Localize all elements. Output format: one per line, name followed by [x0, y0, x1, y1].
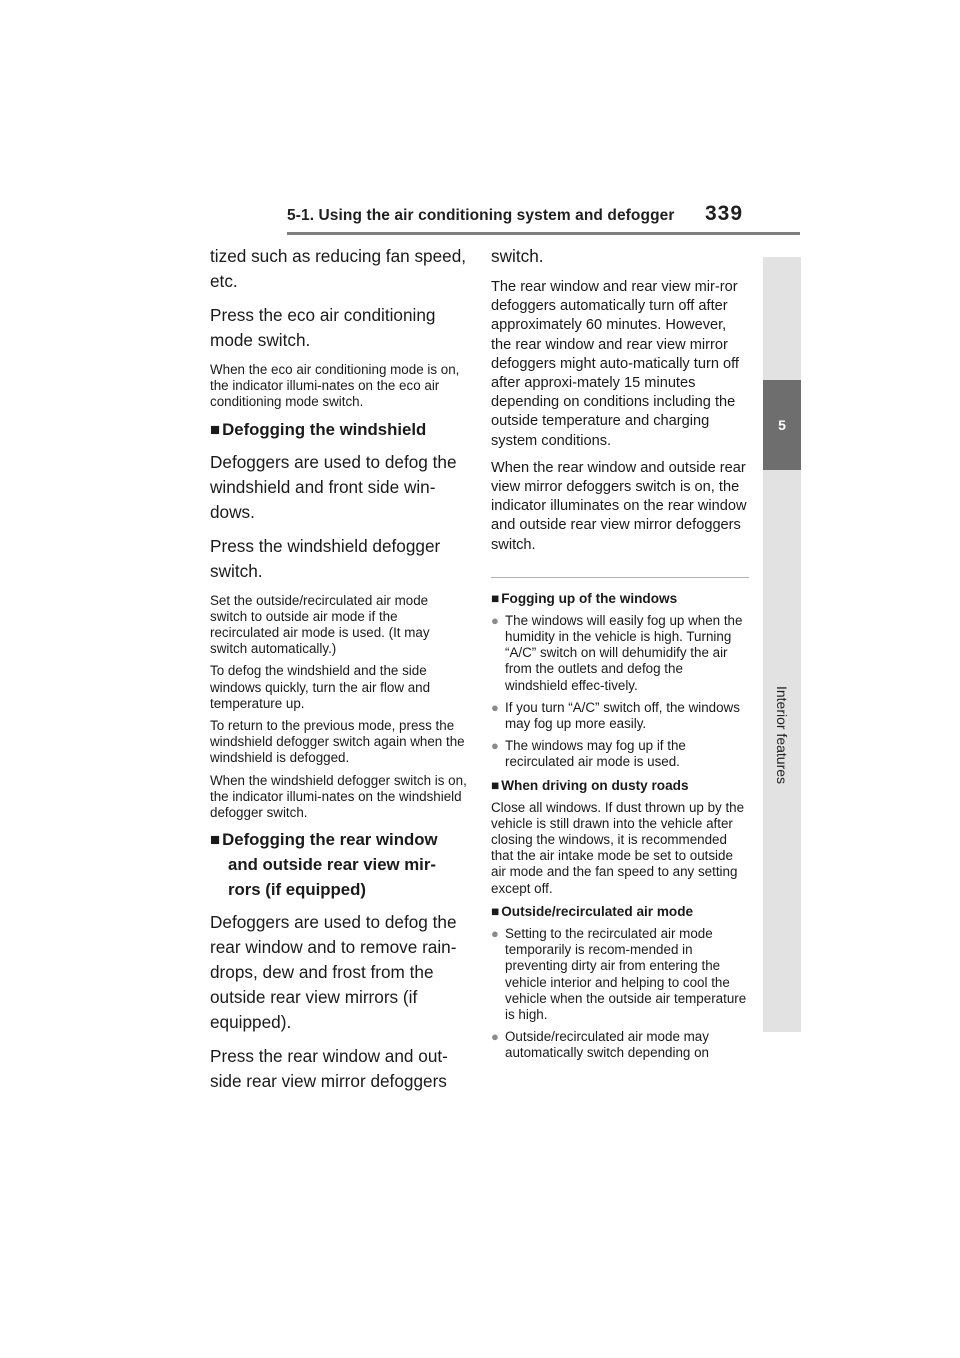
square-bullet-icon: ■	[491, 777, 500, 793]
bullet-dot-icon: ●	[491, 925, 499, 941]
note-text: Set the outside/recirculated air mode switch to outside air mode if the recirculated air mode is used. (It may switch automatically.)	[210, 592, 430, 657]
body-text: switch.	[491, 246, 544, 266]
square-bullet-icon: ■	[210, 830, 221, 850]
note-heading: ■ Fogging up of the windows	[491, 590, 678, 606]
square-bullet-icon: ■	[491, 590, 500, 606]
body-text: Press the rear window and out-side rear view mirror defoggers	[210, 1046, 448, 1092]
square-bullet-icon: ■	[210, 419, 221, 439]
body-text: Press the eco air conditioning mode switch.	[210, 305, 436, 350]
square-bullet-icon: ■	[491, 903, 500, 919]
body-text: Defoggers are used to defog the windshield and front side win-dows.	[210, 451, 457, 522]
chapter-side-tab	[763, 257, 801, 1032]
note-text: When the rear window and outside rear view mirror defoggers switch is on, the indicator illuminates on the rear window and outside rear view mirror defoggers switch.	[491, 459, 747, 553]
list-item: ● Outside/recirculated air mode may automatically switch depending on	[491, 1029, 709, 1061]
header-rule	[287, 232, 800, 235]
note-text: Close all windows. If dust thrown up by the vehicle is still drawn into the vehicle after closing the windows, it is recommended that the air intake mode be set to outside air mode and the fan speed to any setting except off.	[491, 799, 745, 896]
section-title: 5-1. Using the air conditioning system and defogger	[287, 207, 675, 224]
body-text: Defoggers are used to defog the rear window and to remove rain-drops, dew and frost from the outside rear view mirrors (if equipped).	[210, 912, 457, 1033]
list-item: ● If you turn “A/C” switch off, the windows may fog up more easily.	[491, 699, 740, 732]
page-number: 339	[705, 202, 744, 225]
body-text: Press the windshield defogger switch.	[210, 535, 441, 581]
chapter-number-box: 5	[763, 380, 801, 470]
section-heading: ■ Defogging the rear window and outside rear view mir-rors (if equipped)	[210, 830, 438, 900]
bullet-dot-icon: ●	[491, 699, 499, 715]
note-text: The rear window and rear view mir-ror defoggers automatically turn off after approximately 60 minutes. However, the rear window and rear view mirror defoggers might auto-matically turn off after approxi-mately 15 minutes depending on conditions including the outside temperature and charging system conditions.	[491, 279, 739, 449]
note-heading: ■ When driving on dusty roads	[491, 777, 689, 793]
note-text: When the eco air conditioning mode is on, the indicator illumi-nates on the eco air conditioning mode switch.	[210, 362, 460, 410]
bullet-dot-icon: ●	[491, 738, 499, 754]
bullet-dot-icon: ●	[491, 1029, 499, 1045]
note-text: To return to the previous mode, press the windshield defogger switch again when the windshield is defogged.	[210, 718, 465, 766]
note-text: When the windshield defogger switch is on, the indicator illumi-nates on the windshield defogger switch.	[210, 772, 467, 821]
section-heading: ■ Defogging the windshield	[210, 419, 427, 439]
bullet-dot-icon: ●	[491, 612, 499, 628]
note-text: To defog the windshield and the side windows quickly, turn the air flow and temperature up.	[210, 663, 431, 711]
list-item: ● The windows will easily fog up when the humidity in the vehicle is high. Turning “A/C” switch on will dehumidify the air from the outlets and defog the windshield effec-tively.	[491, 612, 743, 693]
left-column	[210, 244, 468, 1103]
note-heading: ■ Outside/recirculated air mode	[491, 903, 694, 919]
list-item: ● Setting to the recirculated air mode temporarily is recom-mended in preventing dirty air from entering the vehicle interior and helping to cool the vehicle when the outside air temperature is high.	[491, 925, 747, 1022]
list-item: ● The windows may fog up if the recirculated air mode is used.	[491, 738, 686, 770]
right-column	[491, 244, 749, 1068]
body-text: tized such as reducing fan speed, etc.	[210, 246, 467, 291]
chapter-label: Interior features	[774, 685, 790, 785]
notes-divider	[491, 577, 749, 578]
